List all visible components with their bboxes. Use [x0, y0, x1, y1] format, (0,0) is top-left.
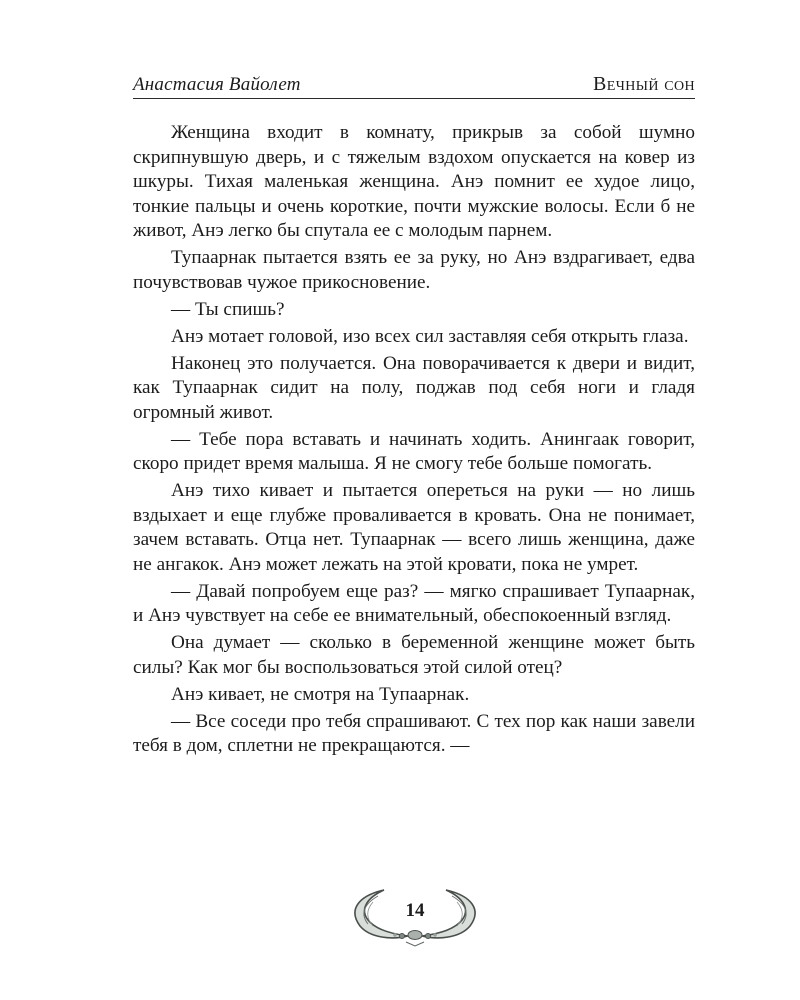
paragraph: Она думает — сколько в беременной женщине может быть силы? Как мог бы воспользоваться этой силой отец?: [133, 632, 695, 678]
paragraph: Анэ тихо кивает и пытается опереться на руки — но лишь вздыхает и еще глубже проваливается в кровать. Она не понимает, зачем вставать. Отца нет. Тупаарнак — всего лишь женщина, даже не ангакок. Анэ может лежать на этой кровати, пока не умрет.: [133, 480, 695, 575]
header-author: Анастасия Вайолет: [133, 74, 301, 95]
paragraph: — Давай попробуем еще раз? — мягко спрашивает Тупаарнак, и Анэ чувствует на себе ее внимательный, обеспокоенный взгляд.: [133, 580, 695, 626]
page-body: [133, 121, 695, 761]
paragraph: — Ты спишь?: [171, 298, 285, 320]
paragraph: Женщина входит в комнату, прикрыв за собой шумно скрипнувшую дверь, и с тяжелым вздохом опускается на ковер из шкуры. Тихая маленькая женщина. Анэ помнит ее худое лицо, тонкие пальцы и очень короткие, почти мужские волосы. Если б не живот, Анэ легко бы спутала ее с молодым парнем.: [133, 122, 695, 241]
paragraph: Наконец это получается. Она поворачивается к двери и видит, как Тупаарнак сидит на полу, поджав под себя ноги и гладя огромный живот.: [133, 352, 695, 423]
paragraph: Анэ кивает, не смотря на Тупаарнак.: [171, 683, 470, 705]
paragraph: — Тебе пора вставать и начинать ходить. Анингаак говорит, скоро придет время малыша. Я не смогу тебе больше помогать.: [133, 428, 695, 474]
paragraph: Тупаарнак пытается взять ее за руку, но Анэ вздрагивает, едва почувствовав чужое прикосновение.: [133, 247, 695, 293]
paragraph: Анэ мотает головой, изо всех сил заставляя себя открыть глаза.: [171, 325, 689, 347]
paragraph: — Все соседи про тебя спрашивают. С тех пор как наши завели тебя в дом, сплетни не прекращаются. —: [133, 710, 695, 756]
running-header: [133, 72, 695, 99]
page-footer: [340, 880, 490, 950]
header-book-title: Вечный сон: [593, 73, 695, 95]
page-number: 14: [405, 900, 425, 921]
